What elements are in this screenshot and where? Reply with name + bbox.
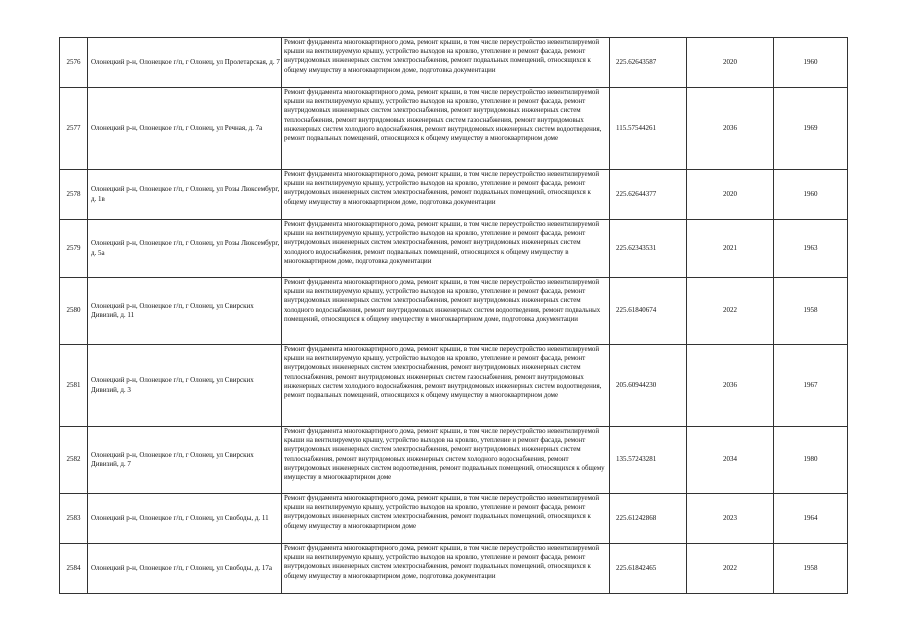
row-build-year: 1958: [774, 544, 848, 594]
row-build-year: 1963: [774, 220, 848, 278]
table-row: [60, 220, 848, 278]
row-build-year: 1980: [774, 427, 848, 494]
table-row: [60, 345, 848, 427]
row-address: Олонецкий р-н, Олонецкое г/п, г Олонец, ул Свирских Дивизий, д. 11: [88, 278, 282, 345]
table-row: [60, 38, 848, 88]
row-planned-year: 2020: [687, 170, 774, 220]
row-planned-year: 2023: [687, 494, 774, 544]
row-works-description: Ремонт фундамента многоквартирного дома, ремонт крыши, в том числе переустройство невентилируемой крыши на вентилируемую крышу, устройство выходов на кровлю, утепление и ремонт фасада, ремонт внутридомовых инженерных систем электроснабжения, ремонт внутридомовых инженерных систем холодного водоснабжения, ремонт подвальных помещений, относящихся к общему имуществу в многоквартирном доме, подготовка документации: [282, 220, 610, 278]
row-works-description: Ремонт фундамента многоквартирного дома, ремонт крыши, в том числе переустройство невентилируемой крыши на вентилируемую крышу, устройство выходов на кровлю, утепление и ремонт фасада, ремонт внутридомовых инженерных систем электроснабжения, ремонт внутридомовых инженерных систем теплоснабжения, ремонт внутридомовых инженерных систем холодного водоснабжения, ремонт внутридомовых инженерных систем водоотведения, ремонт подвальных помещений, относящихся к общему имуществу в многоквартирном доме: [282, 427, 610, 494]
row-number: 2576: [60, 38, 88, 88]
row-cost-value: 225.61840674: [610, 278, 687, 345]
row-address: Олонецкий р-н, Олонецкое г/п, г Олонец, ул Свирских Дивизий, д. 3: [88, 345, 282, 427]
row-planned-year: 2020: [687, 38, 774, 88]
row-build-year: 1960: [774, 38, 848, 88]
row-works-description: Ремонт фундамента многоквартирного дома, ремонт крыши, в том числе переустройство невентилируемой крыши на вентилируемую крышу, устройство выходов на кровлю, утепление и ремонт фасада, ремонт внутридомовых инженерных систем электроснабжения, ремонт подвальных помещений, относящихся к общему имуществу в многоквартирном доме, подготовка документации: [282, 170, 610, 220]
row-address: Олонецкий р-н, Олонецкое г/п, г Олонец, ул Розы Люксембург, д. 1в: [88, 170, 282, 220]
row-cost-value: 225.62644377: [610, 170, 687, 220]
row-cost-value: 115.57544261: [610, 88, 687, 170]
row-cost-value: 225.61842465: [610, 544, 687, 594]
row-planned-year: 2022: [687, 278, 774, 345]
row-planned-year: 2034: [687, 427, 774, 494]
row-works-description: Ремонт фундамента многоквартирного дома, ремонт крыши, в том числе переустройство невентилируемой крыши на вентилируемую крышу, устройство выходов на кровлю, утепление и ремонт фасада, ремонт внутридомовых инженерных систем электроснабжения, ремонт подвальных помещений, относящихся к общему имуществу в многоквартирном доме: [282, 494, 610, 544]
row-works-description: Ремонт фундамента многоквартирного дома, ремонт крыши, в том числе переустройство невентилируемой крыши на вентилируемую крышу, устройство выходов на кровлю, утепление и ремонт фасада, ремонт внутридомовых инженерных систем электроснабжения, ремонт подвальных помещений, относящихся к общему имуществу в многоквартирном доме, подготовка документации: [282, 544, 610, 594]
table-body: [60, 38, 848, 594]
row-address: Олонецкий р-н, Олонецкое г/п, г Олонец, ул Свободы, д. 17а: [88, 544, 282, 594]
row-number: 2579: [60, 220, 88, 278]
row-cost-value: 135.57243281: [610, 427, 687, 494]
repair-program-table: [59, 37, 848, 594]
row-cost-value: 225.62643587: [610, 38, 687, 88]
table-row: [60, 544, 848, 594]
row-cost-value: 205.60944230: [610, 345, 687, 427]
row-number: 2583: [60, 494, 88, 544]
row-planned-year: 2036: [687, 345, 774, 427]
row-number: 2581: [60, 345, 88, 427]
row-works-description: Ремонт фундамента многоквартирного дома, ремонт крыши, в том числе переустройство невентилируемой крыши на вентилируемую крышу, устройство выходов на кровлю, утепление и ремонт фасада, ремонт внутридомовых инженерных систем электроснабжения, ремонт внутридомовых инженерных систем теплоснабжения, ремонт внутридомовых инженерных систем газоснабжения, ремонт внутридомовых инженерных систем холодного водоснабжения, ремонт внутридомовых инженерных систем водоотведения, ремонт подвальных помещений, относящихся к общему имуществу в многоквартирном доме: [282, 88, 610, 170]
row-address: Олонецкий р-н, Олонецкое г/п, г Олонец, ул Свободы, д. 11: [88, 494, 282, 544]
row-build-year: 1969: [774, 88, 848, 170]
row-planned-year: 2021: [687, 220, 774, 278]
table-row: [60, 170, 848, 220]
row-planned-year: 2036: [687, 88, 774, 170]
table-row: [60, 278, 848, 345]
row-build-year: 1967: [774, 345, 848, 427]
table-row: [60, 494, 848, 544]
row-works-description: Ремонт фундамента многоквартирного дома, ремонт крыши, в том числе переустройство невентилируемой крыши на вентилируемую крышу, устройство выходов на кровлю, утепление и ремонт фасада, ремонт внутридомовых инженерных систем электроснабжения, ремонт внутридомовых инженерных систем теплоснабжения, ремонт внутридомовых инженерных систем газоснабжения, ремонт внутридомовых инженерных систем холодного водоснабжения, ремонт внутридомовых инженерных систем водоотведения, ремонт подвальных помещений, относящихся к общему имуществу в многоквартирном доме: [282, 345, 610, 427]
row-build-year: 1958: [774, 278, 848, 345]
row-number: 2584: [60, 544, 88, 594]
row-cost-value: 225.61242868: [610, 494, 687, 544]
table-row: [60, 427, 848, 494]
row-number: 2577: [60, 88, 88, 170]
row-build-year: 1960: [774, 170, 848, 220]
row-cost-value: 225.62343531: [610, 220, 687, 278]
row-address: Олонецкий р-н, Олонецкое г/п, г Олонец, ул Свирских Дивизий, д. 7: [88, 427, 282, 494]
row-works-description: Ремонт фундамента многоквартирного дома, ремонт крыши, в том числе переустройство невентилируемой крыши на вентилируемую крышу, устройство выходов на кровлю, утепление и ремонт фасада, ремонт внутридомовых инженерных систем электроснабжения, ремонт подвальных помещений, относящихся к общему имуществу в многоквартирном доме, подготовка документации: [282, 38, 610, 88]
row-address: Олонецкий р-н, Олонецкое г/п, г Олонец, ул Пролетарская, д. 7: [88, 38, 282, 88]
row-address: Олонецкий р-н, Олонецкое г/п, г Олонец, ул Речная, д. 7а: [88, 88, 282, 170]
table-row: [60, 88, 848, 170]
row-works-description: Ремонт фундамента многоквартирного дома, ремонт крыши, в том числе переустройство невентилируемой крыши на вентилируемую крышу, устройство выходов на кровлю, утепление и ремонт фасада, ремонт внутридомовых инженерных систем электроснабжения, ремонт внутридомовых инженерных систем холодного водоснабжения, ремонт внутридомовых инженерных систем водоотведения, ремонт подвальных помещений, относящихся к общему имуществу в многоквартирном доме, подготовка документации: [282, 278, 610, 345]
row-number: 2578: [60, 170, 88, 220]
row-address: Олонецкий р-н, Олонецкое г/п, г Олонец, ул Розы Люксембург, д. 5а: [88, 220, 282, 278]
row-planned-year: 2022: [687, 544, 774, 594]
row-number: 2580: [60, 278, 88, 345]
row-number: 2582: [60, 427, 88, 494]
row-build-year: 1964: [774, 494, 848, 544]
